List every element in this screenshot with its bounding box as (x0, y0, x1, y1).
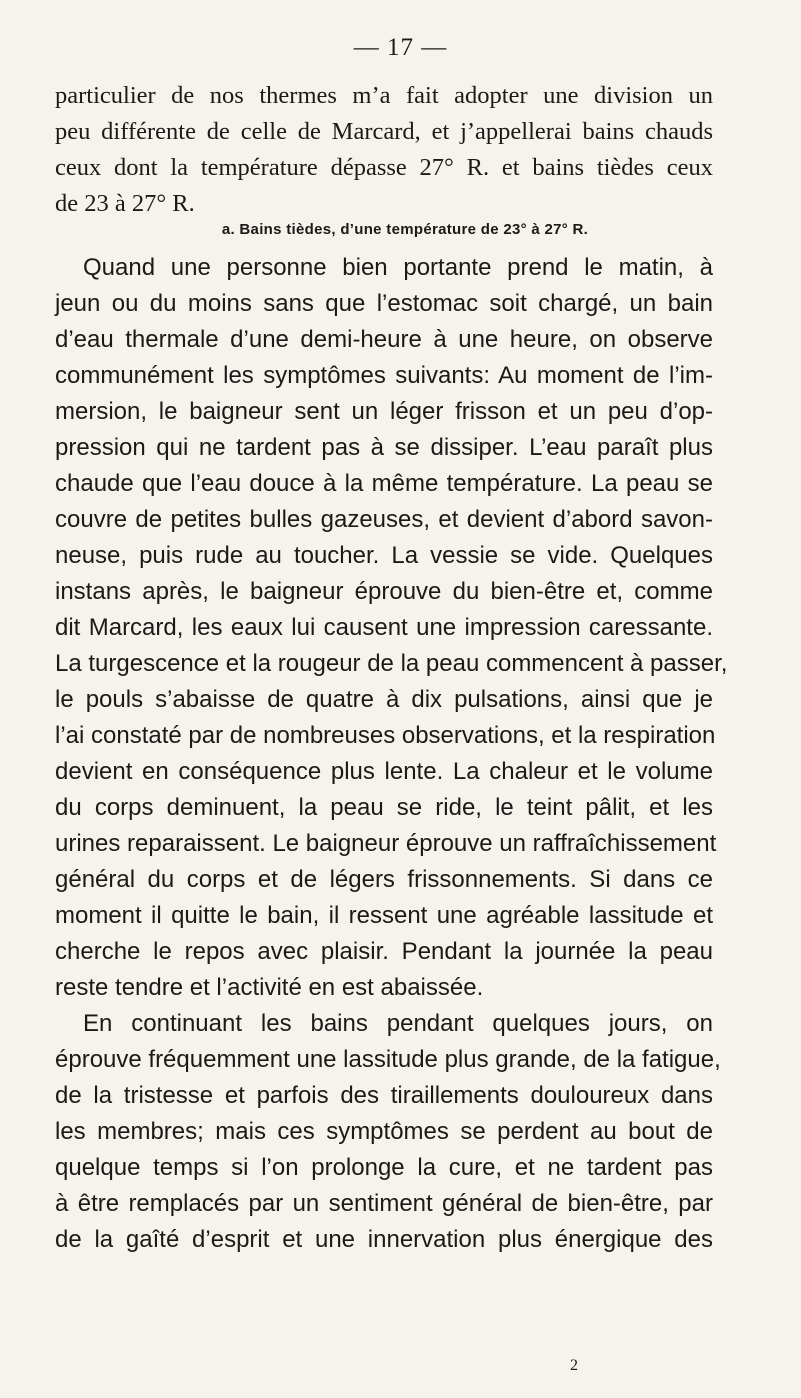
text-line: de 23 à 27° R. (55, 190, 195, 217)
text-line: du corps deminuent, la peau se ride, le teint pâlit, et les (55, 794, 713, 821)
text-line: d’eau thermale d’une demi-heure à une heure, on observe (55, 326, 713, 353)
text-line: quelque temps si l’on prolonge la cure, et ne tardent pas (55, 1154, 713, 1181)
text-line: éprouve fréquemment une lassitude plus grande, de la fatigue, (55, 1046, 721, 1073)
text-line: couvre de petites bulles gazeuses, et devient d’abord savon- (55, 506, 713, 533)
text-line: ceux dont la température dépasse 27° R. et bains tièdes ceux (55, 154, 713, 181)
text-line: devient en conséquence plus lente. La chaleur et le volume (55, 758, 713, 785)
text-line: à être remplacés par un sentiment général de bien-être, par (55, 1190, 713, 1217)
text-line: La turgescence et la rougeur de la peau commencent à passer, (55, 650, 728, 677)
text-line: le pouls s’abaisse de quatre à dix pulsations, ainsi que je (55, 686, 713, 713)
text-line: les membres; mais ces symptômes se perdent au bout de (55, 1118, 713, 1145)
text-line: dit Marcard, les eaux lui causent une impression caressante. (55, 614, 713, 641)
text-line: cherche le repos avec plaisir. Pendant la journée la peau (55, 938, 713, 965)
text-line: général du corps et de légers frissonnements. Si dans ce (55, 866, 713, 893)
section-heading: a. Bains tièdes, d’une température de 23° à 27° R. (221, 221, 589, 238)
text-line: Quand une personne bien portante prend le matin, à (83, 254, 713, 281)
text-line: jeun ou du moins sans que l’estomac soit chargé, un bain (55, 290, 713, 317)
text-line: de la tristesse et parfois des tiraillements douloureux dans (55, 1082, 713, 1109)
text-line: peu différente de celle de Marcard, et j’appellerai bains chauds (55, 118, 713, 145)
text-line: mersion, le baigneur sent un léger frisson et un peu d’op- (55, 398, 713, 425)
text-line: de la gaîté d’esprit et une innervation plus énergique des (55, 1226, 713, 1253)
text-line: pression qui ne tardent pas à se dissiper. L’eau paraît plus (55, 434, 713, 461)
body-paragraphs (55, 250, 728, 1258)
text-line: urines reparaissent. Le baigneur éprouve un raffraîchissement (55, 830, 717, 857)
page-number: — 17 — (353, 34, 448, 61)
text-line: particulier de nos thermes m’a fait adopter une division un (55, 82, 713, 109)
text-line: l’ai constaté par de nombreuses observations, et la respiration (55, 722, 716, 749)
text-line: chaude que l’eau douce à la même température. La peau se (55, 470, 713, 497)
intro-paragraph (55, 78, 713, 222)
text-line: communément les symptômes suivants: Au moment de l’im- (55, 362, 713, 389)
text-line: En continuant les bains pendant quelques jours, on (83, 1010, 713, 1037)
text-line: reste tendre et l’activité en est abaissée. (55, 974, 484, 1001)
text-line: instans après, le baigneur éprouve du bien-être et, comme (55, 578, 713, 605)
signature-mark: 2 (570, 1357, 578, 1374)
text-line: neuse, puis rude au toucher. La vessie se vide. Quelques (55, 542, 713, 569)
text-line: moment il quitte le bain, il ressent une agréable lassitude et (55, 902, 713, 929)
